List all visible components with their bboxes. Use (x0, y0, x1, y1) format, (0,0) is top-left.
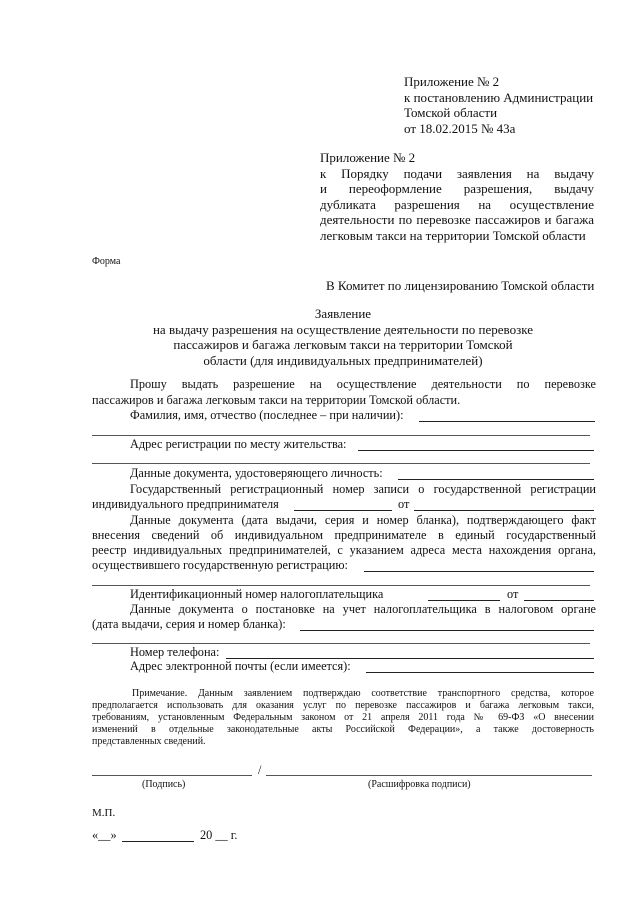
date-year: 20 __ г. (200, 828, 238, 842)
statement-title: Заявление (314, 306, 372, 321)
statement-heading (92, 306, 594, 368)
signature-field[interactable] (92, 775, 252, 776)
annex-1-line: к постановлению Администрации (404, 89, 594, 105)
statement-subtitle-line: области (для индивидуальных предпринимателей) (203, 352, 483, 368)
signature-label: (Подпись) (142, 779, 186, 790)
ogrnip-date-field[interactable] (414, 510, 594, 511)
fio-field[interactable] (419, 421, 595, 422)
email-label: Адрес электронной почты (если имеется): (130, 659, 351, 673)
signature-decode-label: (Расшифровка подписи) (368, 779, 471, 790)
egrip-label: Данные документа (дата выдачи, серия и номер бланка), подтверждающего факт (130, 513, 596, 527)
annex-1-line: от 18.02.2015 № 43а (404, 120, 516, 136)
inn-date-prefix: от (507, 587, 519, 601)
tax-doc-field-line2[interactable] (92, 643, 590, 644)
id-doc-field[interactable] (398, 479, 594, 480)
annex-2-block (320, 150, 594, 243)
note-line: Примечание. Данным заявлением подтверждаю соответствие транспортного средства, которое (132, 688, 594, 699)
signature-slash: / (258, 763, 262, 777)
annex-2-line: к Порядку подачи заявления на выдачу (320, 165, 594, 181)
request-text-cont: пассажиров и багажа легковым такси на территории Томской области. (92, 393, 461, 407)
request-text: Прошу выдать разрешение на осуществление деятельности по перевозке (130, 377, 596, 391)
note-line: предполагается использовать для оказания услуг по перевозке пассажиров и багажа легковым такси, (92, 700, 594, 711)
annex-1-title: Приложение № 2 (404, 74, 500, 89)
signature-decode-field[interactable] (266, 775, 592, 776)
ogrnip-label-cont: индивидуального предпринимателя (92, 497, 279, 511)
form-label: Форма (92, 256, 121, 267)
egrip-label-cont: реестр индивидуальных предпринимателей, с указанием адреса места нахождения органа, (92, 543, 596, 557)
egrip-label-cont: внесения сведений об индивидуальном предпринимателе в единый государственный (92, 528, 596, 542)
ogrnip-date-prefix: от (398, 497, 410, 511)
annex-2-line: легковым такси на территории Томской области (320, 227, 586, 243)
fio-field-line2[interactable] (92, 435, 590, 436)
note-line: представленных сведений. (92, 736, 206, 747)
statement-subtitle-line: пассажиров и багажа легковым такси на территории Томской (173, 337, 513, 352)
address-field-line2[interactable] (92, 463, 590, 464)
inn-label: Идентификационный номер налогоплательщика (130, 587, 384, 601)
fio-label: Фамилия, имя, отчество (последнее – при наличии): (130, 408, 404, 422)
annex-2-line: дубликата разрешения на осуществление (320, 196, 594, 212)
egrip-field[interactable] (364, 571, 594, 572)
note-block (92, 688, 594, 748)
annex-2-line: деятельности по перевозке пассажиров и багажа (320, 212, 594, 227)
id-doc-label: Данные документа, удостоверяющего личность: (130, 466, 383, 480)
note-line: требованиям, установленным Федеральным законом от 21 апреля 2011 года № 69-ФЗ «О внесении (92, 712, 594, 723)
annex-1-line: Томской области (404, 105, 498, 120)
address-label: Адрес регистрации по месту жительства: (130, 437, 347, 451)
addressee: В Комитет по лицензированию Томской области (326, 278, 595, 293)
ogrnip-label: Государственный регистрационный номер записи о государственной регистрации (130, 482, 596, 496)
egrip-field-line2[interactable] (92, 585, 590, 586)
egrip-label-cont: осуществившего государственную регистрацию: (92, 558, 348, 572)
phone-label: Номер телефона: (130, 645, 220, 659)
tax-doc-label: Данные документа о постановке на учет налогоплательщика в налоговом органе (130, 602, 596, 616)
address-field[interactable] (358, 450, 594, 451)
annex-2-title: Приложение № 2 (320, 150, 416, 165)
statement-subtitle-line: на выдачу разрешения на осуществление деятельности по перевозке (152, 321, 534, 337)
date-day: «__» (92, 828, 117, 842)
tax-doc-field[interactable] (300, 630, 594, 631)
inn-field[interactable] (428, 600, 500, 601)
ogrnip-number-field[interactable] (294, 510, 392, 511)
inn-date-field[interactable] (524, 600, 594, 601)
email-field[interactable] (366, 672, 594, 673)
note-line: изменений в отдельные законодательные акты Российской Федерации», а также достоверность (92, 724, 594, 735)
annex-1-block (404, 74, 600, 136)
tax-doc-label-cont: (дата выдачи, серия и номер бланка): (92, 617, 286, 631)
stamp-label: М.П. (92, 807, 116, 819)
annex-2-line: и переоформление разрешения, выдачу (320, 181, 594, 196)
date-month-field[interactable] (122, 841, 194, 842)
